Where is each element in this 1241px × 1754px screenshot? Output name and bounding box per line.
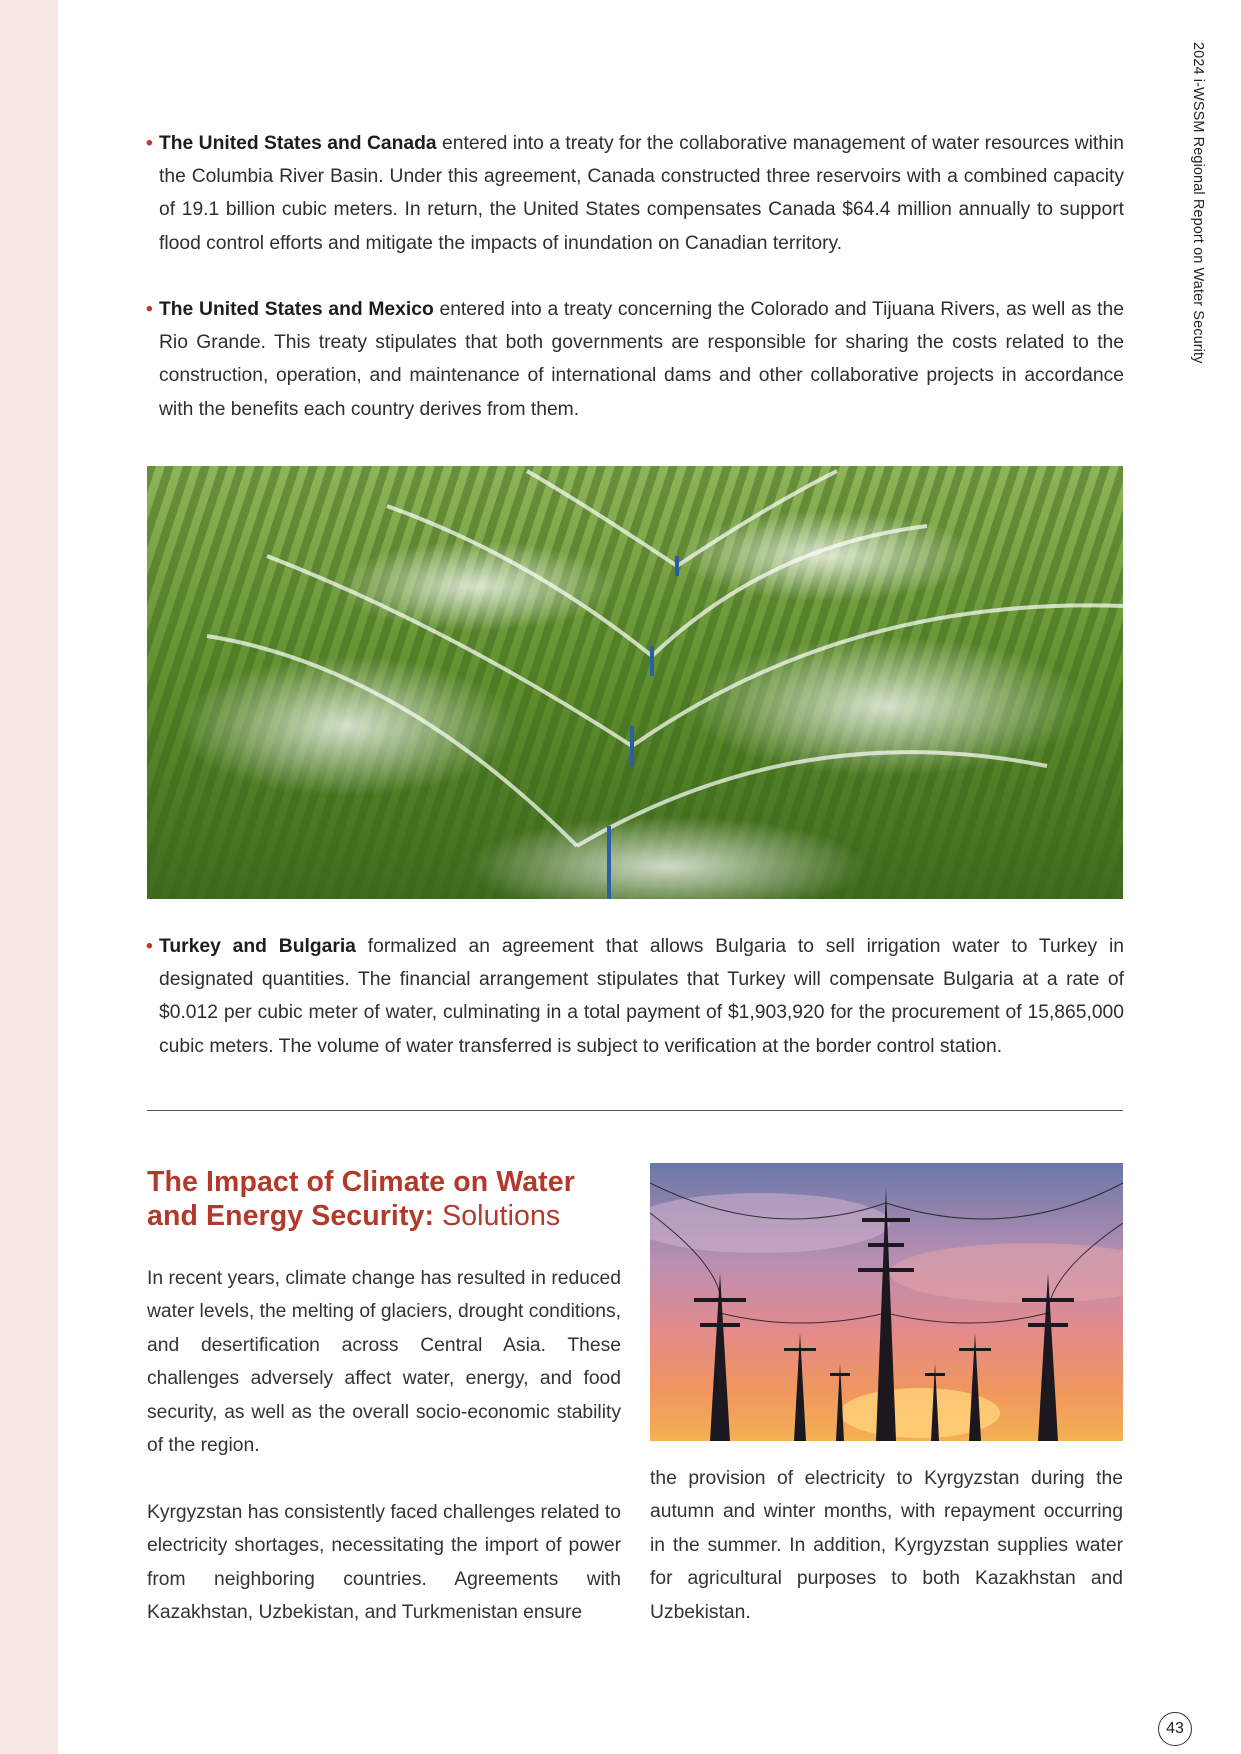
- running-head: 2024 i-WSSM Regional Report on Water Security: [1190, 42, 1206, 364]
- section-title: [147, 1165, 622, 1233]
- bullet-us-mexico: [147, 293, 1124, 426]
- page-number: 43: [1158, 1712, 1192, 1746]
- bullet-text: entered into a treaty for the collaborative management of water resources within the Columbia River Basin. Under this agreement, Canada constructed three reservoirs with a combined capacity of 19.1 billion cubic meters. In return, the United States compensates Canada $64.4 million annually to support flood control efforts and mitigate the impacts of inundation on Canadian territory.: [159, 133, 1124, 254]
- bullet-text: formalized an agreement that allows Bulgaria to sell irrigation water to Turkey in designated quantities. The financial arrangement stipulates that Turkey will compensate Bulgaria at a rate of $0.012 per cubic meter of water, culminating in a total payment of $1,903,920 for the procurement of 15,865,000 cubic meters. The volume of water transferred is subject to verification at the border control station.: [159, 936, 1124, 1057]
- irrigation-field-photo: [147, 466, 1123, 899]
- power-towers-photo: [650, 1163, 1123, 1441]
- section-divider: [147, 1110, 1123, 1111]
- bullet-us-canada: [147, 127, 1124, 260]
- section-paragraph-2: Kyrgyzstan has consistently faced challenges related to electricity shortages, necessitating the import of power from neighboring countries. Agreements with Kazakhstan, Uzbekistan, and Turkmenistan ensure: [147, 1502, 621, 1624]
- power-towers-illustration: [650, 1163, 1123, 1441]
- bullet-text: entered into a treaty concerning the Colorado and Tijuana Rivers, as well as the Rio Grande. This treaty stipulates that both governments are responsible for sharing the costs related to the construction, operation, and maintenance of international dams and other collaborative projects in accordance with the benefits each country derives from them.: [159, 299, 1124, 420]
- bullet-turkey-bulgaria: [147, 930, 1124, 1063]
- bullet-lead: Turkey and Bulgaria: [159, 936, 356, 957]
- bullet-marker: •: [146, 133, 153, 154]
- section-paragraph-3: the provision of electricity to Kyrgyzstan during the autumn and winter months, with repayment occurring in the summer. In addition, Kyrgyzstan supplies water for agricultural purposes to both Kazakhstan and Uzbekistan.: [650, 1468, 1123, 1623]
- bullet-marker: •: [146, 299, 153, 320]
- irrigation-field-illustration: [147, 466, 1123, 899]
- section-title-light: Solutions: [434, 1200, 561, 1232]
- section-paragraph-1: In recent years, climate change has resulted in reduced water levels, the melting of glaciers, drought conditions, and desertification across Central Asia. These challenges adversely affect water, energy, and food security, as well as the overall socio-economic stability of the region.: [147, 1268, 621, 1457]
- bullet-lead: The United States and Mexico: [159, 299, 434, 320]
- left-margin-band: [0, 0, 58, 1754]
- bullet-lead: The United States and Canada: [159, 133, 437, 154]
- section-title-bold: The Impact of Climate on Water and Energy Security:: [147, 1166, 575, 1232]
- bullet-marker: •: [146, 936, 153, 957]
